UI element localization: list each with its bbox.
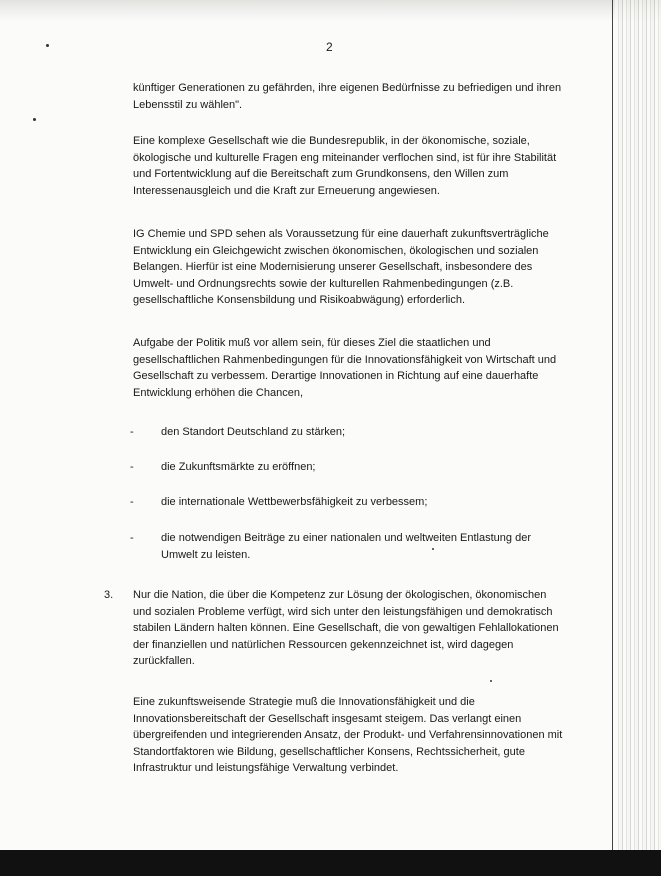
section-number: 3. [104, 589, 114, 601]
bullet-dash: - [130, 532, 134, 544]
bullet-item: die notwendigen Beiträge zu einer nationalen und weltweiten Entlastung der Umwelt zu leisten. [161, 532, 531, 561]
scan-speck [490, 680, 492, 682]
paragraph-ig-chemie-spd: IG Chemie und SPD sehen als Voraussetzung für eine dauerhaft zukunftsverträgliche Entwicklung ein Gleichgewicht zwischen ökonomischen, ökologischen und sozialen Belangen. Hierfür ist eine Modernisierung unserer Gesellschaft, insbesondere des Umwelt- und Ordnungsrechts sowie der kulturellen Rahmenbedingungen (z.B. gesellschaftliche Konsensbildung und Risikoabwägung) erforderlich. [133, 228, 549, 306]
paragraph-nation: Nur die Nation, die über die Kompetenz zur Lösung der ökologischen, ökonomischen und sozialen Probleme verfügt, wird sich unter den leistungsfähigen und demokratisch stabilen Ländern halten können. Eine Gesellschaft, die von gewaltigen Fehlallokationen der finanziellen und natürlichen Ressourcen gekennzeichnet ist, wird dagegen zurückfallen. [133, 589, 559, 667]
paragraph-strategy: Eine zukunftsweisende Strategie muß die Innovationsfähigkeit und die Innovationsbereitschaft der Gesellschaft insgesamt steigem. Das verlangt einen übergreifenden und integrierenden Ansatz, der Produkt- und Verfahrensinnovationen mit Standortfaktoren wie Bildung, gesellschaftlicher Konsens, Rechtssicherheit, gute Infrastruktur und leistungsfähige Verwaltung verbindet. [133, 696, 563, 774]
bullet-item: den Standort Deutschland zu stärken; [161, 426, 346, 438]
bullet-item: die Zukunftsmärkte zu eröffnen; [161, 461, 316, 473]
paragraph-continuation: künftiger Generationen zu gefährden, ihre eigenen Bedürfnisse zu befriedigen und ihren Lebensstil zu wählen". [133, 82, 562, 111]
scan-speck [33, 118, 36, 121]
page-edge-line [612, 0, 613, 876]
bullet-item: die internationale Wettbewerbsfähigkeit zu verbessem; [161, 496, 428, 508]
paragraph-politics: Aufgabe der Politik muß vor allem sein, für dieses Ziel die staatlichen und gesellschaftlichen Rahmenbedingungen für die Innovationsfähigkeit von Wirtschaft und Gesellschaft zu verbessem. Derartige Innovationen in Richtung auf eine dauerhafte Entwicklung erhöhen die Chancen, [133, 337, 557, 399]
scan-speck [46, 44, 49, 47]
page-number: 2 [326, 40, 333, 54]
scan-artifact-right [615, 0, 661, 876]
bullet-dash: - [130, 496, 134, 508]
paragraph-society: Eine komplexe Gesellschaft wie die Bundesrepublik, in der ökonomische, soziale, ökologische und kulturelle Fragen eng miteinander verflochen sind, ist für ihre Stabilität und Fortentwicklung auf die Bereitschaft zum Grundkonsens, den Willen zum Interessenausgleich und die Kraft zur Erneuerung angewiesen. [133, 135, 557, 197]
scan-bottom-edge [0, 850, 661, 876]
bullet-dash: - [130, 461, 134, 473]
bullet-dash: - [130, 426, 134, 438]
scan-artifact-top [0, 0, 661, 22]
